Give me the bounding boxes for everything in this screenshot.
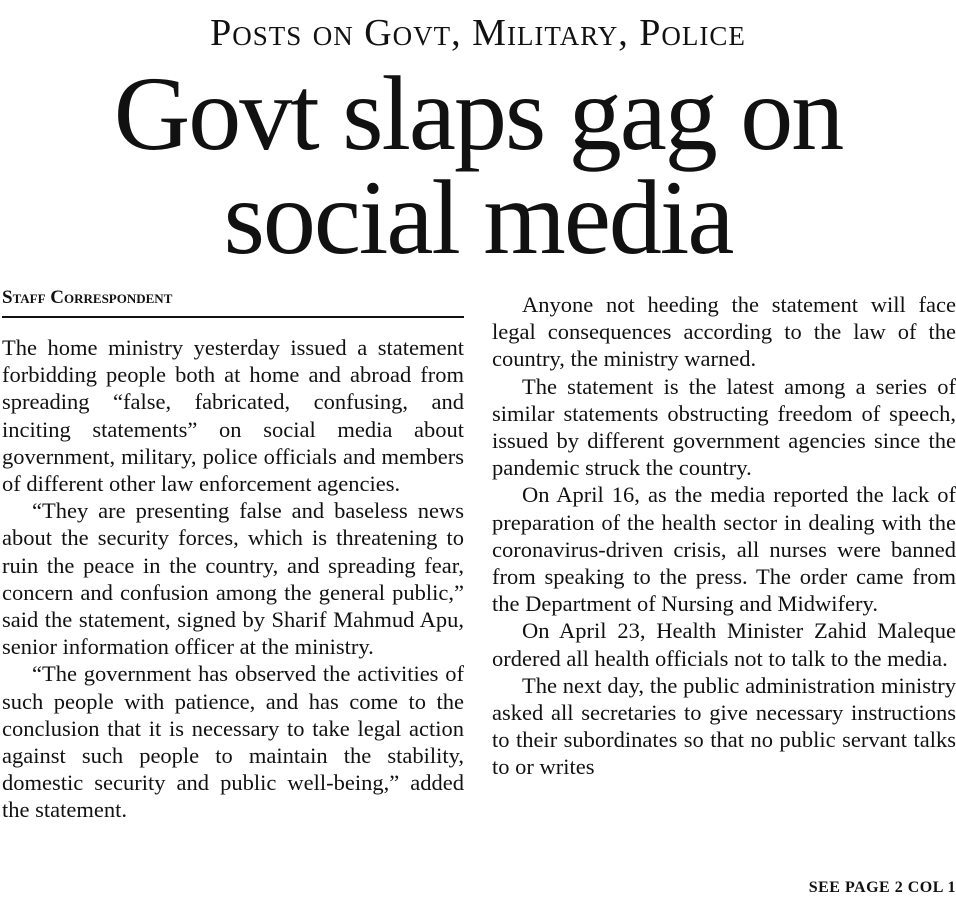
headline (0, 55, 956, 276)
headline-line-2: social media (223, 159, 733, 276)
jump-line: SEE PAGE 2 COL 1 (808, 879, 956, 896)
kicker: Posts on Govt, Military, Police (210, 12, 746, 54)
byline: Staff Correspondent (2, 286, 464, 318)
article-paragraph-2: “They are presenting false and baseless news about the security forces, which is threatening to ruin the peace in the country, and spreading fear, concern and confusion among the general public,” said the statement, signed by Sharif Mahmud Apu, senior information officer at the ministry. (2, 498, 464, 660)
article-paragraph-4: Anyone not heeding the statement will face legal consequences according to the law of the country, the ministry warned. (492, 292, 956, 372)
article-paragraph-5: The statement is the latest among a series of similar statements obstructing freedom of speech, issued by different government agencies since the pandemic struck the country. (492, 373, 956, 481)
article-paragraph-8: The next day, the public administration ministry asked all secretaries to give necessary instructions to their subordinates so that no public servant talks to or writes (492, 672, 956, 780)
article-paragraph-3: “The government has observed the activities of such people with patience, and has come to the conclusion that it is necessary to take legal action against such people to maintain the stability, domestic security and public well-being,” added the statement. (2, 661, 464, 823)
article-paragraph-1: The home ministry yesterday issued a statement forbidding people both at home and abroad from spreading “false, fabricated, confusing, and inciting statements” on social media about government, military, police officials and members of different other law enforcement agencies. (2, 335, 464, 497)
article-paragraph-7: On April 23, Health Minister Zahid Maleque ordered all health officials not to talk to the media. (492, 618, 956, 671)
article-paragraph-6: On April 16, as the media reported the lack of preparation of the health sector in dealing with the coronavirus-driven crisis, all nurses were banned from speaking to the press. The order came from the Department of Nursing and Midwifery. (492, 482, 956, 617)
article-column-right (492, 291, 956, 781)
article-column-left (2, 334, 464, 824)
headline-line-1: Govt slaps gag on (113, 55, 843, 172)
